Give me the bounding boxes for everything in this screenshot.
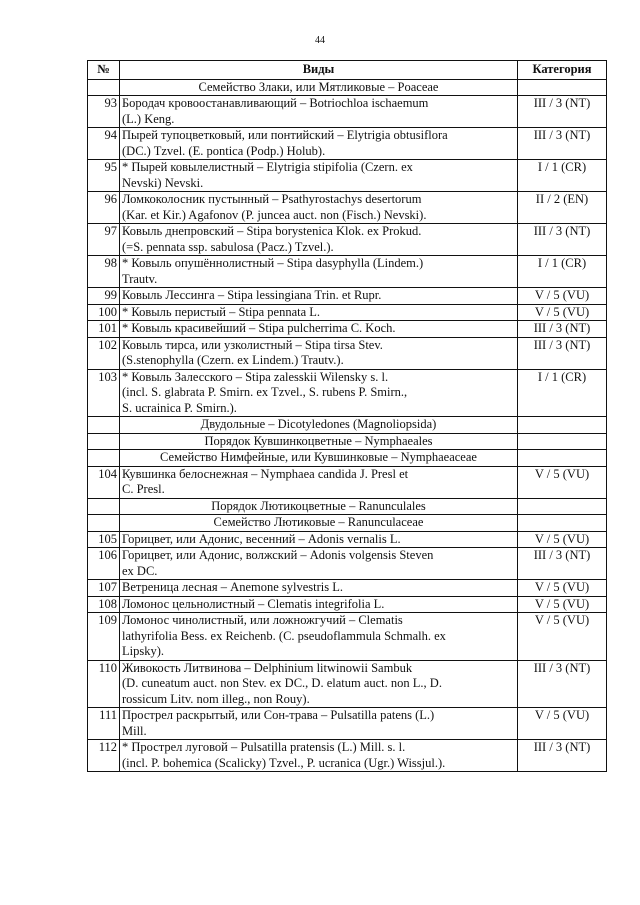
- table-row: [88, 192, 607, 224]
- row-number: 107: [88, 580, 120, 597]
- species-line: (Kar. et Kir.) Agafonov (P. juncea auct. non (Fisch.) Nevski).: [122, 207, 427, 222]
- empty-cell: [518, 79, 607, 96]
- category-cell: V / 5 (VU): [518, 288, 607, 305]
- species-line: Ковыль тирса, или узколистный – Stipa tirsa Stev.: [122, 337, 383, 352]
- species-line: (DC.) Tzvel. (E. pontica (Podp.) Holub).: [122, 143, 326, 158]
- row-number: 97: [88, 224, 120, 256]
- empty-cell: [88, 515, 120, 532]
- group-title: Семейство Нимфейные, или Кувшинковые – Nymphaeaceae: [120, 450, 518, 467]
- group-header-row: [88, 79, 607, 96]
- table-row: [88, 304, 607, 321]
- species-cell: [120, 580, 518, 597]
- category-cell: V / 5 (VU): [518, 580, 607, 597]
- category-cell: II / 2 (EN): [518, 192, 607, 224]
- table-row: [88, 128, 607, 160]
- species-line: * Ковыль красивейший – Stipa pulcherrima C. Koch.: [122, 321, 396, 335]
- category-cell: III / 3 (NT): [518, 660, 607, 708]
- species-line: Mill.: [122, 723, 147, 738]
- category-cell: I / 1 (CR): [518, 369, 607, 417]
- row-number: 93: [88, 96, 120, 128]
- species-line: Живокость Литвинова – Delphinium litwinowii Sambuk: [122, 660, 413, 675]
- species-cell: [120, 369, 518, 417]
- row-number: 110: [88, 660, 120, 708]
- empty-cell: [518, 515, 607, 532]
- species-line: Прострел раскрытый, или Сон-трава – Pulsatilla patens (L.): [122, 708, 435, 722]
- row-number: 96: [88, 192, 120, 224]
- species-cell: [120, 256, 518, 288]
- species-cell: [120, 192, 518, 224]
- row-number: 112: [88, 740, 120, 772]
- category-cell: III / 3 (NT): [518, 337, 607, 369]
- species-line: * Ковыль перистый – Stipa pennata L.: [122, 304, 321, 319]
- column-header-number: №: [88, 61, 120, 80]
- empty-cell: [88, 450, 120, 467]
- species-cell: [120, 160, 518, 192]
- species-cell: [120, 531, 518, 548]
- species-cell: [120, 321, 518, 338]
- empty-cell: [518, 498, 607, 515]
- table-row: [88, 708, 607, 740]
- table-row: [88, 466, 607, 498]
- row-number: 109: [88, 613, 120, 661]
- species-line: lathyrifolia Bess. ex Reichenb. (C. pseudoflammula Schmalh. ex: [122, 628, 446, 643]
- species-line: Пырей тупоцветковый, или понтийский – Elytrigia obtusiflora: [122, 128, 448, 142]
- species-cell: [120, 596, 518, 613]
- species-line: (L.) Keng.: [122, 111, 175, 126]
- category-cell: III / 3 (NT): [518, 128, 607, 160]
- species-line: (incl. P. bohemica (Scalicky) Tzvel., P. ucranica (Ugr.) Wissjul.).: [122, 755, 446, 770]
- table-body: [88, 79, 607, 772]
- species-line: * Пырей ковылелистный – Elytrigia stipifolia (Czern. ex: [122, 160, 413, 174]
- species-line: Кувшинка белоснежная – Nymphaea candida J. Presl et: [122, 466, 409, 481]
- species-cell: [120, 740, 518, 772]
- species-line: (D. cuneatum auct. non Stev. ex DC., D. elatum auct. non L., D.: [122, 676, 442, 690]
- empty-cell: [518, 433, 607, 450]
- group-header-row: [88, 433, 607, 450]
- species-cell: [120, 660, 518, 708]
- species-cell: [120, 128, 518, 160]
- species-line: * Прострел луговой – Pulsatilla pratensis (L.) Mill. s. l.: [122, 740, 406, 754]
- species-cell: [120, 224, 518, 256]
- species-line: C. Presl.: [122, 482, 165, 496]
- empty-cell: [88, 79, 120, 96]
- empty-cell: [88, 417, 120, 434]
- row-number: 111: [88, 708, 120, 740]
- species-line: Горицвет, или Адонис, волжский – Adonis volgensis Steven: [122, 548, 434, 562]
- column-header-species: Виды: [120, 61, 518, 80]
- table-row: [88, 224, 607, 256]
- table-row: [88, 580, 607, 597]
- species-cell: [120, 466, 518, 498]
- category-cell: I / 1 (CR): [518, 256, 607, 288]
- species-cell: [120, 708, 518, 740]
- row-number: 105: [88, 531, 120, 548]
- group-title: Порядок Кувшинкоцветные – Nymphaeales: [120, 433, 518, 450]
- group-header-row: [88, 515, 607, 532]
- species-line: ex DC.: [122, 563, 158, 578]
- row-number: 94: [88, 128, 120, 160]
- category-cell: V / 5 (VU): [518, 531, 607, 548]
- table-row: [88, 369, 607, 417]
- species-line: * Ковыль опушённолистный – Stipa dasyphylla (Lindem.): [122, 256, 424, 270]
- species-cell: [120, 337, 518, 369]
- species-line: Trautv.: [122, 271, 158, 286]
- group-header-row: [88, 450, 607, 467]
- group-title: Порядок Лютикоцветные – Ranunculales: [120, 498, 518, 515]
- category-cell: V / 5 (VU): [518, 596, 607, 613]
- table-row: [88, 660, 607, 708]
- species-cell: [120, 613, 518, 661]
- row-number: 108: [88, 596, 120, 613]
- species-line: Ломонос цельнолистный – Clematis integrifolia L.: [122, 596, 385, 611]
- empty-cell: [88, 433, 120, 450]
- category-cell: III / 3 (NT): [518, 740, 607, 772]
- row-number: 98: [88, 256, 120, 288]
- table-row: [88, 613, 607, 661]
- category-cell: III / 3 (NT): [518, 96, 607, 128]
- table-row: [88, 740, 607, 772]
- table-header-row: [88, 61, 607, 80]
- group-title: Семейство Злаки, или Мятликовые – Poaceae: [120, 79, 518, 96]
- red-list-table: [87, 60, 607, 772]
- species-line: Ветреница лесная – Anemone sylvestris L.: [122, 580, 344, 594]
- species-cell: [120, 288, 518, 305]
- column-header-category: Категория: [518, 61, 607, 80]
- table-row: [88, 596, 607, 613]
- empty-cell: [518, 450, 607, 467]
- row-number: 100: [88, 304, 120, 321]
- species-line: (S.stenophylla (Czern. ex Lindem.) Trautv.).: [122, 353, 344, 367]
- group-header-row: [88, 498, 607, 515]
- category-cell: III / 3 (NT): [518, 548, 607, 580]
- row-number: 101: [88, 321, 120, 338]
- species-cell: [120, 548, 518, 580]
- table-row: [88, 337, 607, 369]
- category-cell: V / 5 (VU): [518, 708, 607, 740]
- species-line: Ломкоколосник пустынный – Psathyrostachys desertorum: [122, 192, 422, 206]
- category-cell: III / 3 (NT): [518, 321, 607, 338]
- row-number: 106: [88, 548, 120, 580]
- species-cell: [120, 96, 518, 128]
- row-number: 104: [88, 466, 120, 498]
- species-line: Горицвет, или Адонис, весенний – Adonis vernalis L.: [122, 531, 401, 546]
- category-cell: V / 5 (VU): [518, 466, 607, 498]
- species-line: (incl. S. glabrata P. Smirn. ex Tzvel., S. rubens P. Smirn.,: [122, 385, 408, 399]
- table-row: [88, 548, 607, 580]
- species-line: Ломонос чинолистный, или ложножгучий – Clematis: [122, 613, 403, 627]
- category-cell: V / 5 (VU): [518, 613, 607, 661]
- empty-cell: [518, 417, 607, 434]
- category-cell: III / 3 (NT): [518, 224, 607, 256]
- species-line: (=S. pennata ssp. sabulosa (Pacz.) Tzvel.).: [122, 239, 334, 254]
- row-number: 102: [88, 337, 120, 369]
- group-header-row: [88, 417, 607, 434]
- species-line: * Ковыль Залесского – Stipa zalesskii Wilensky s. l.: [122, 369, 389, 384]
- species-line: Ковыль Лессинга – Stipa lessingiana Trin. et Rupr.: [122, 288, 382, 302]
- group-title: Двудольные – Dicotyledones (Magnoliopsida): [120, 417, 518, 434]
- species-cell: [120, 304, 518, 321]
- row-number: 99: [88, 288, 120, 305]
- species-line: Nevski) Nevski.: [122, 175, 204, 190]
- species-line: S. ucrainica P. Smirn.).: [122, 400, 237, 415]
- species-line: rossicum Litv. nom illeg., non Rouy).: [122, 691, 310, 706]
- row-number: 95: [88, 160, 120, 192]
- species-line: Ковыль днепровский – Stipa borystenica Klok. ex Prokud.: [122, 224, 422, 238]
- table-row: [88, 321, 607, 338]
- table-row: [88, 288, 607, 305]
- row-number: 103: [88, 369, 120, 417]
- table-row: [88, 96, 607, 128]
- species-line: Бородач кровоостанавливающий – Botriochloa ischaemum: [122, 96, 429, 110]
- category-cell: V / 5 (VU): [518, 304, 607, 321]
- table-row: [88, 531, 607, 548]
- page-number: 44: [315, 35, 325, 46]
- table-row: [88, 256, 607, 288]
- table-row: [88, 160, 607, 192]
- category-cell: I / 1 (CR): [518, 160, 607, 192]
- group-title: Семейство Лютиковые – Ranunculaceae: [120, 515, 518, 532]
- species-line: Lipsky).: [122, 644, 165, 658]
- empty-cell: [88, 498, 120, 515]
